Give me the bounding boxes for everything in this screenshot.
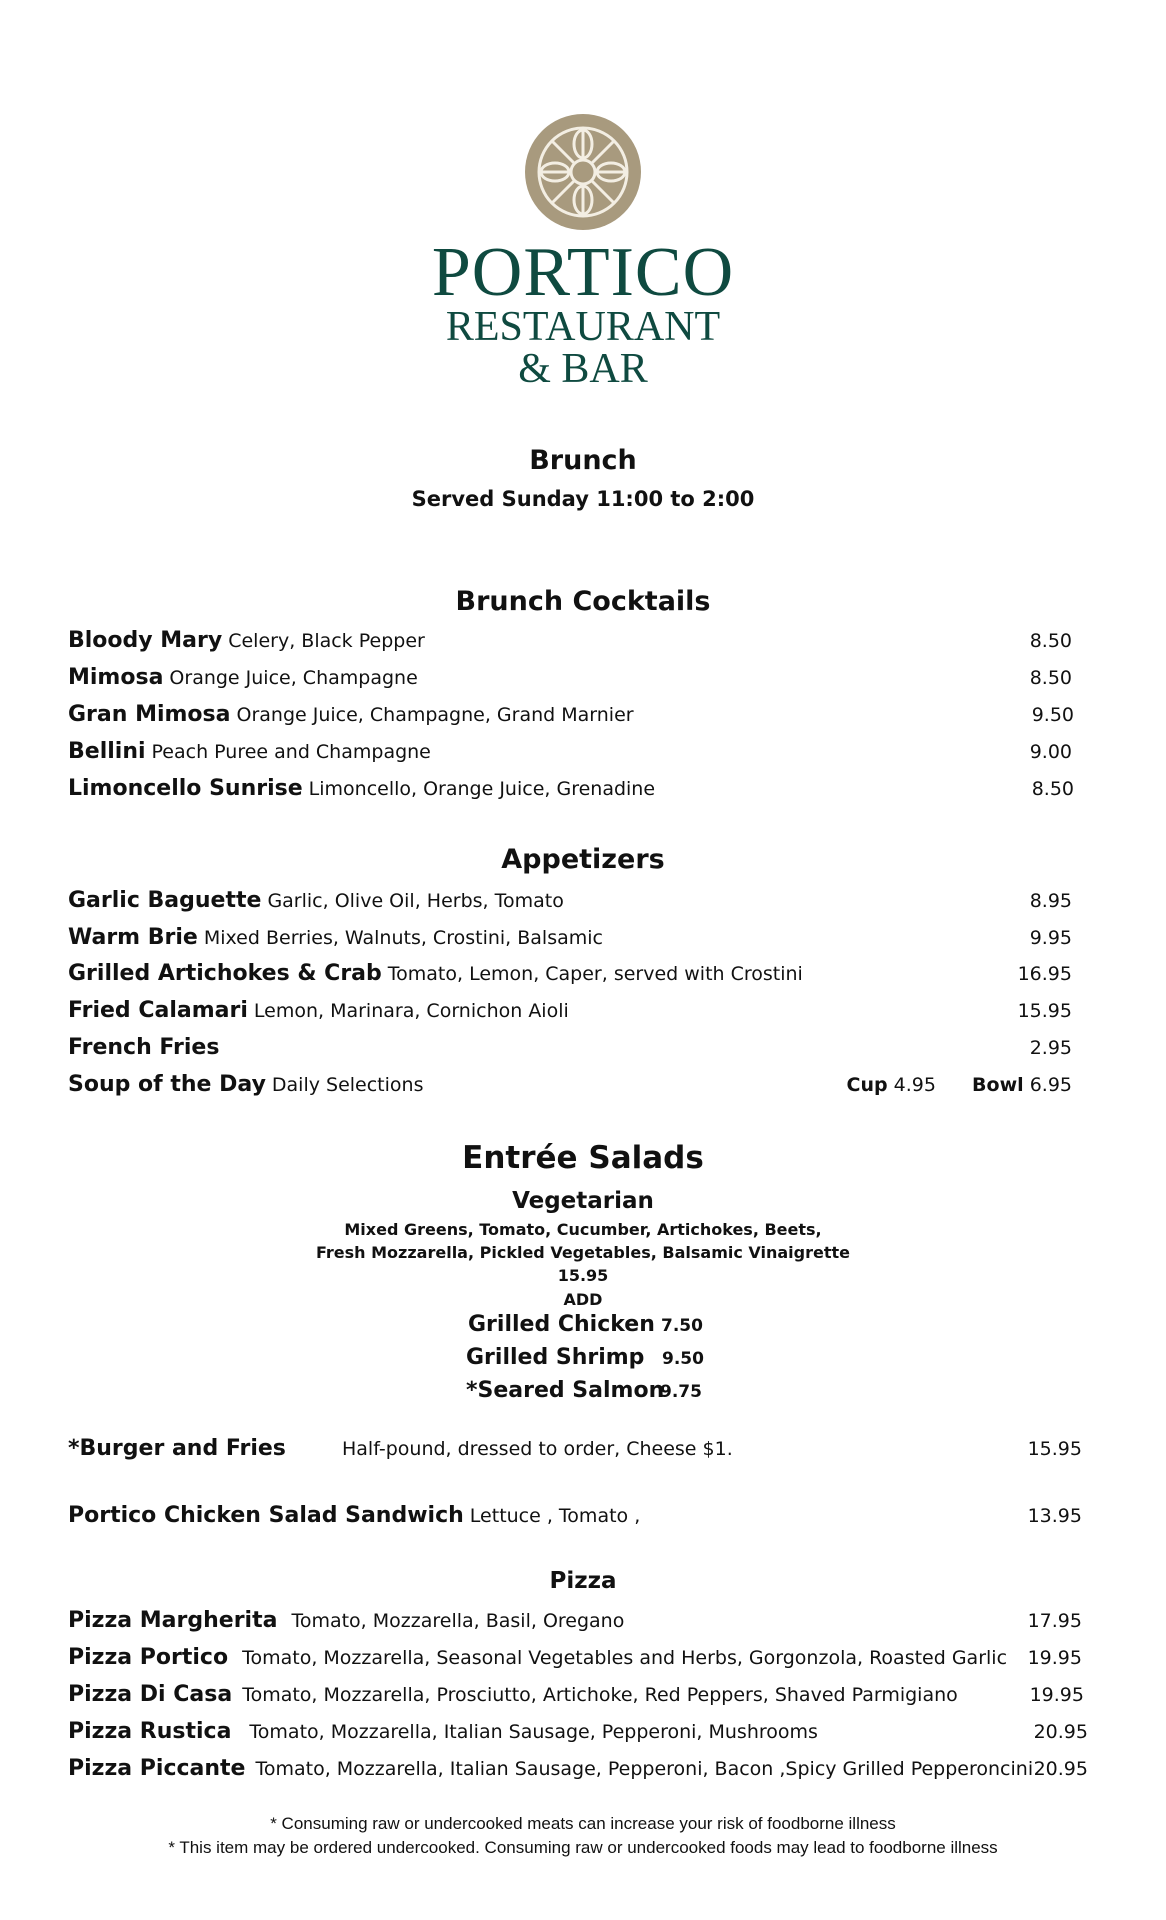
item-description: Lettuce , Tomato , xyxy=(469,1505,641,1527)
restaurant-logo xyxy=(0,112,1166,390)
item-description: Orange Juice, Champagne, Grand Marnier xyxy=(236,704,634,726)
item-description: Daily Selections xyxy=(271,1074,424,1096)
logo-wordmark: PORTICO xyxy=(431,234,735,311)
menu-item xyxy=(68,773,1088,805)
item-name: Garlic Baguette xyxy=(68,888,262,913)
menu-item xyxy=(68,1032,1088,1064)
item-description: Limoncello, Orange Juice, Grenadine xyxy=(308,778,656,800)
menu-item xyxy=(68,1679,1088,1711)
menu-item xyxy=(68,1753,1088,1785)
item-price: 20.95 xyxy=(1033,1758,1088,1780)
item-description: Lemon, Marinara, Cornichon Aioli xyxy=(253,1000,569,1022)
item-price: 8.95 xyxy=(1029,890,1072,912)
rosette-medallion-icon xyxy=(523,112,643,232)
item-name: Pizza Piccante xyxy=(68,1756,246,1781)
item-description: Garlic, Olive Oil, Herbs, Tomato xyxy=(267,890,564,912)
item-price: 2.95 xyxy=(1029,1037,1072,1059)
addon-price: 9.50 xyxy=(662,1349,704,1369)
item-name: Soup of the Day xyxy=(68,1072,266,1097)
addon-item xyxy=(466,1308,766,1341)
item-price: 9.50 xyxy=(1031,704,1074,726)
item-name: Warm Brie xyxy=(68,925,198,950)
item-name: Pizza Portico xyxy=(68,1645,229,1670)
footnote-raw-meats: * Consuming raw or undercooked meats can increase your risk of foodborne illness xyxy=(270,1814,896,1833)
menu-item xyxy=(68,995,1088,1027)
menu-item xyxy=(68,1605,1088,1637)
item-name: Pizza Rustica xyxy=(68,1719,232,1744)
item-name: French Fries xyxy=(68,1035,220,1060)
item-description: Tomato, Mozzarella, Basil, Oregano xyxy=(291,1610,625,1632)
item-name: Fried Calamari xyxy=(68,998,248,1023)
item-description: Tomato, Mozzarella, Italian Sausage, Pepperoni, Mushrooms xyxy=(249,1721,818,1743)
item-description: Half-pound, dressed to order, Cheese $1. xyxy=(342,1438,733,1460)
item-description: Tomato, Lemon, Caper, served with Crostini xyxy=(387,963,803,985)
item-price: 9.95 xyxy=(1029,927,1072,949)
addon-item xyxy=(466,1374,766,1407)
soup-prices xyxy=(847,1069,1073,1101)
item-description: Orange Juice, Champagne xyxy=(169,667,418,689)
item-price: 8.50 xyxy=(1029,630,1072,652)
soup-of-the-day-item xyxy=(68,1069,1088,1101)
sandwich-item xyxy=(68,1500,1088,1532)
item-description: Tomato, Mozzarella, Prosciutto, Artichoke, Red Peppers, Shaved Parmigiano xyxy=(242,1684,958,1706)
menu-item xyxy=(68,885,1088,917)
logo-subtitle-bar: & BAR xyxy=(518,346,648,392)
item-description: Tomato, Mozzarella, Seasonal Vegetables and Herbs, Gorgonzola, Roasted Garlic xyxy=(242,1647,1008,1669)
bowl-label: Bowl xyxy=(972,1074,1024,1096)
salad-addons xyxy=(466,1308,766,1407)
bowl-price: 6.95 xyxy=(1029,1074,1072,1096)
item-price: 19.95 xyxy=(1027,1647,1082,1669)
logo-subtitle: RESTAURANT xyxy=(445,304,721,350)
pizza-section-title: Pizza xyxy=(549,1568,617,1594)
item-description: Peach Puree and Champagne xyxy=(151,741,431,763)
menu-item xyxy=(68,736,1088,768)
entree-salads-title: Entrée Salads xyxy=(462,1140,704,1176)
addon-name: Grilled Chicken xyxy=(468,1312,655,1337)
burger-item xyxy=(68,1433,1088,1465)
item-description: Mixed Berries, Walnuts, Crostini, Balsamic xyxy=(203,927,603,949)
menu-item xyxy=(68,958,1088,990)
item-name: Mimosa xyxy=(68,665,164,690)
item-description: Celery, Black Pepper xyxy=(228,630,425,652)
item-price: 16.95 xyxy=(1017,963,1072,985)
item-price: 20.95 xyxy=(1033,1721,1088,1743)
item-price: 9.00 xyxy=(1029,741,1072,763)
vegetarian-description-line1: Mixed Greens, Tomato, Cucumber, Artichokes, Beets, xyxy=(344,1220,822,1239)
vegetarian-price: 15.95 xyxy=(557,1266,609,1285)
item-name: Pizza Di Casa xyxy=(68,1682,233,1707)
addon-price: 7.50 xyxy=(661,1316,703,1336)
vegetarian-title: Vegetarian xyxy=(512,1188,654,1214)
item-name: Bellini xyxy=(68,739,146,764)
menu-item xyxy=(68,922,1088,954)
item-price: 17.95 xyxy=(1027,1610,1082,1632)
cup-price: 4.95 xyxy=(893,1074,936,1096)
item-name: Grilled Artichokes & Crab xyxy=(68,961,382,986)
appetizers-section-title: Appetizers xyxy=(501,844,665,875)
item-description: Tomato, Mozzarella, Italian Sausage, Pepperoni, Bacon ,Spicy Grilled Pepperoncini xyxy=(255,1758,1034,1780)
brunch-title: Brunch xyxy=(529,445,637,476)
footnote-undercooked: * This item may be ordered undercooked. Consuming raw or undercooked foods may lead to foodborne illness xyxy=(168,1838,998,1857)
brunch-served-hours: Served Sunday 11:00 to 2:00 xyxy=(411,487,755,511)
item-name: Bloody Mary xyxy=(68,628,223,653)
item-price: 15.95 xyxy=(1017,1000,1072,1022)
addon-name: *Seared Salmon xyxy=(466,1378,665,1403)
item-price: 19.95 xyxy=(1029,1684,1084,1706)
addon-price: 9.75 xyxy=(660,1382,702,1402)
menu-item xyxy=(68,1716,1088,1748)
item-price: 8.50 xyxy=(1031,778,1074,800)
add-label: ADD xyxy=(563,1290,603,1309)
item-name: *Burger and Fries xyxy=(68,1436,286,1461)
item-name: Gran Mimosa xyxy=(68,702,231,727)
vegetarian-description-line2: Fresh Mozzarella, Pickled Vegetables, Balsamic Vinaigrette xyxy=(316,1243,850,1262)
menu-item xyxy=(68,1642,1088,1674)
cocktails-section-title: Brunch Cocktails xyxy=(455,586,711,617)
menu-item xyxy=(68,662,1088,694)
menu-item xyxy=(68,699,1088,731)
item-name: Limoncello Sunrise xyxy=(68,776,303,801)
item-name: Pizza Margherita xyxy=(68,1608,278,1633)
addon-item xyxy=(466,1341,766,1374)
item-name: Portico Chicken Salad Sandwich xyxy=(68,1503,464,1528)
item-price: 13.95 xyxy=(1027,1505,1082,1527)
cup-label: Cup xyxy=(846,1074,888,1096)
addon-name: Grilled Shrimp xyxy=(466,1345,645,1370)
menu-item xyxy=(68,625,1088,657)
item-price: 8.50 xyxy=(1029,667,1072,689)
item-price: 15.95 xyxy=(1027,1438,1082,1460)
